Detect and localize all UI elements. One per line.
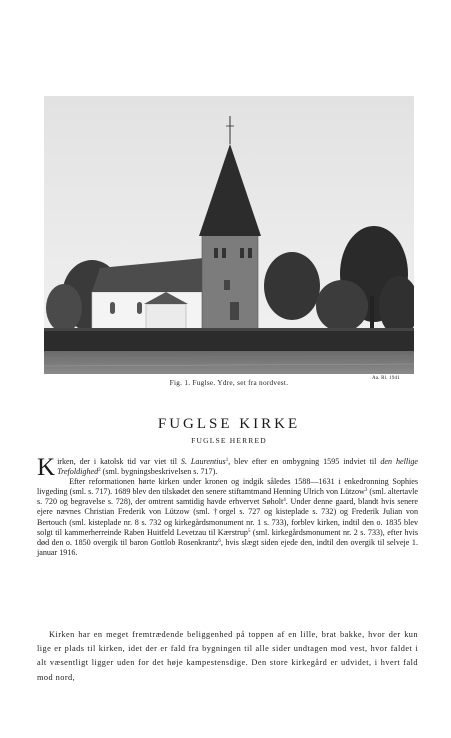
figure-caption: Fig. 1. Fuglse. Ydre, set fra nordvest. <box>169 379 289 387</box>
drop-cap: K <box>37 454 56 481</box>
page-subtitle: FUGLSE HERRED <box>191 436 267 445</box>
footnote-ref: 1 <box>225 458 229 463</box>
paragraph-ownership: Efter reformationen hørte kirken under kronen og indgik således 1588—1631 i enkedronning Sophies livgeding (sml. s. 717). 1689 blev den tilskødet den senere stiftamtmand Henning Ulrich von Lützow$^3$ (sml. altertavle s. 720 og begravelse s. 728), der omtrent samtidig havde erhvervet Søholt$^4$. Under denne gaard, blandt hvis senere ejere nævnes Christian Frederik von Lützow (sml. †orgel s. 727 og kisteplade s. 732) og Frederik Julian von Bertouch (sml. kisteplade nr. 8 s. 732 og kirkegårdsmonument nr. 1 s. 733), forblev kirken, indtil den o. 1835 blev solgt til kammerherreinde Raben Huitfeld Levetzau til Kærstrup$^5$ (sml. kirkegårdsmonument nr. 2 s. 733), efter hvis død den o. 1850 overgik til baron Gottlob Rosenkrantz$^6$, hvis slægt siden ejede den, indtil den overgik til selveje 1. januar 1916. <box>37 477 418 557</box>
paragraph-location: Kirken har en meget fremtrædende beliggenhed på toppen af en lille, brat bakke, hvor der kun lige er plads til kirken, idet der er fald fra bygningen til alle sider undtagen mod vest, hvor faldet i alt væsentligt ligger uden for det høje kampestensdige. Den store kirkegård er udvidet, i hvert fald mod nord, <box>37 630 418 682</box>
footnote-ref: 6 <box>218 538 221 544</box>
footnote-ref: 3 <box>364 488 368 494</box>
footnote-ref: 2 <box>98 468 101 474</box>
site-section <box>37 628 418 685</box>
photo-credit: Aa. Rl. 1941 <box>372 376 400 381</box>
paragraph-dedication: Kirken, der i katolsk tid var viet til S. Laurentius$^1$, blev efter en ombygning 1595 indviet til den hellige Trefoldighed$^2$ (sml. bygningsbeskrivelsen s. 717). <box>37 454 419 481</box>
page-title: FUGLSE KIRKE <box>157 416 301 432</box>
intro-section <box>37 454 419 558</box>
footnote-ref: 4 <box>283 498 286 504</box>
church-photograph <box>44 96 414 374</box>
footnote-ref: 5 <box>247 528 251 534</box>
